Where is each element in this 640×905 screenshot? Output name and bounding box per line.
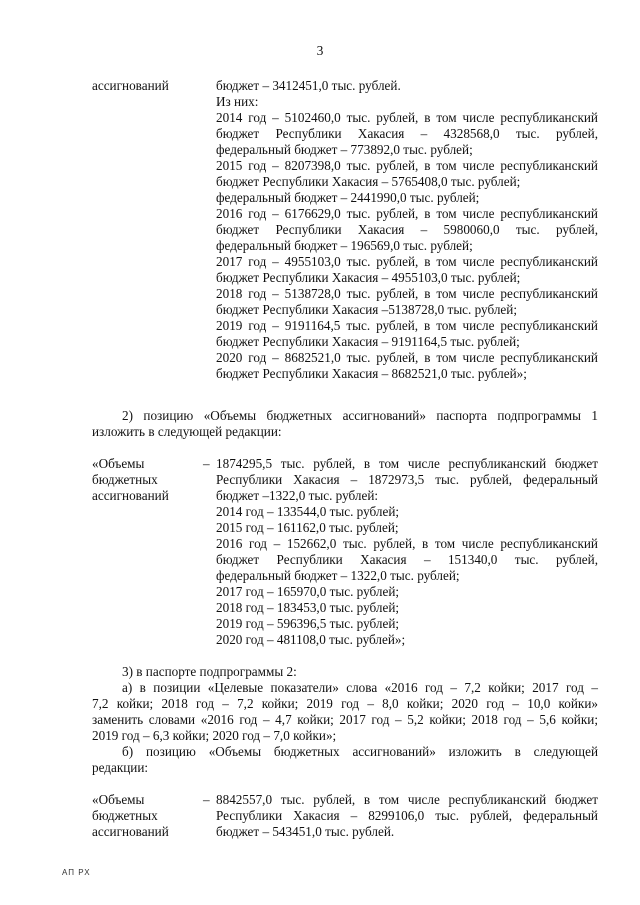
block1-line: 2015 год – 8207398,0 тыс. рублей, в том числе республиканский [216,158,598,173]
footer-mark: АП РХ [62,868,91,877]
paragraph-line: заменить словами «2016 год – 4,7 койки; 2017 год – 5,2 койки; 2018 год – 5,6 койки; [92,712,598,727]
block1-line: 2014 год – 5102460,0 тыс. рублей, в том числе республиканский [216,110,598,125]
block2-line: 2020 год – 481108,0 тыс. рублей»; [216,632,406,647]
block1-line: 2016 год – 6176629,0 тыс. рублей, в том числе республиканский [216,206,598,221]
block1-line: 2018 год – 5138728,0 тыс. рублей, в том числе республиканский [216,286,598,301]
block2-line: 2016 год – 152662,0 тыс. рублей, в том числе республиканский [216,536,598,551]
block2-dash: – [203,456,210,471]
paragraph-line: 2019 год – 6,3 койки; 2020 год – 7,0 койки»; [92,728,337,743]
block1-line: Из них: [216,94,259,109]
block1-line: федеральный бюджет – 773892,0 тыс. рублей; [216,142,473,157]
block1-line: бюджет Республики Хакасия – 4328568,0 тыс. рублей, [216,126,598,141]
block1-line: бюджет – 3412451,0 тыс. рублей. [216,78,401,93]
block1-line: федеральный бюджет – 2441990,0 тыс. рублей; [216,190,480,205]
block2-line: бюджет –1322,0 тыс. рублей: [216,488,379,503]
block1-line: 2017 год – 4955103,0 тыс. рублей, в том числе республиканский [216,254,598,269]
paragraph-line: б) позицию «Объемы бюджетных ассигнований» изложить в следующей [122,744,598,759]
block2-line: федеральный бюджет – 1322,0 тыс. рублей; [216,568,460,583]
block2-line: 2018 год – 183453,0 тыс. рублей; [216,600,400,615]
block1-label: ассигнований [92,78,169,93]
block1-line: бюджет Республики Хакасия – 5980060,0 тыс. рублей, [216,222,598,237]
block2-line: 2014 год – 133544,0 тыс. рублей; [216,504,400,519]
block2-label: бюджетных [92,472,158,487]
block3-line: Республики Хакасия – 8299106,0 тыс. рублей, федеральный [216,808,598,823]
block1-line: федеральный бюджет – 196569,0 тыс. рублей; [216,238,473,253]
block3-line: 8842557,0 тыс. рублей, в том числе республиканский бюджет [216,792,598,807]
block2-line: 2017 год – 165970,0 тыс. рублей; [216,584,400,599]
block3-line: бюджет – 543451,0 тыс. рублей. [216,824,395,839]
block3-label: ассигнований [92,824,169,839]
block2-line: 2015 год – 161162,0 тыс. рублей; [216,520,399,535]
block1-line: 2019 год – 9191164,5 тыс. рублей, в том числе республиканский [216,318,598,333]
block1-line: бюджет Республики Хакасия –5138728,0 тыс. рублей; [216,302,517,317]
paragraph-line: изложить в следующей редакции: [92,424,282,439]
block2-line: 1874295,5 тыс. рублей, в том числе республиканский бюджет [216,456,598,471]
paragraph-line: 7,2 койки; 2018 год – 7,2 койки; 2019 год – 8,0 койки; 2020 год – 10,0 койки» [92,696,598,711]
block1-line: бюджет Республики Хакасия – 8682521,0 тыс. рублей»; [216,366,527,381]
paragraph-line: редакции: [92,760,149,775]
block1-line: 2020 год – 8682521,0 тыс. рублей, в том числе республиканский [216,350,598,365]
paragraph-line: 2) позицию «Объемы бюджетных ассигнований» паспорта подпрограммы 1 [122,408,598,423]
block2-line: 2019 год – 596396,5 тыс. рублей; [216,616,400,631]
page-number: 3 [316,43,324,58]
block3-label: «Объемы [92,792,145,807]
block2-line: Республики Хакасия – 1872973,5 тыс. рублей, федеральный [216,472,598,487]
block3-label: бюджетных [92,808,158,823]
block2-label: ассигнований [92,488,169,503]
block1-line: бюджет Республики Хакасия – 4955103,0 тыс. рублей; [216,270,521,285]
block1-line: бюджет Республики Хакасия – 9191164,5 тыс. рублей; [216,334,520,349]
paragraph-line: а) в позиции «Целевые показатели» слова «2016 год – 7,2 койки; 2017 год – [122,680,598,695]
block2-line: бюджет Республики Хакасия – 151340,0 тыс. рублей, [216,552,598,567]
block2-label: «Объемы [92,456,145,471]
block3-dash: – [203,792,210,807]
block1-line: бюджет Республики Хакасия – 5765408,0 тыс. рублей; [216,174,521,189]
paragraph-line: 3) в паспорте подпрограммы 2: [122,664,297,679]
